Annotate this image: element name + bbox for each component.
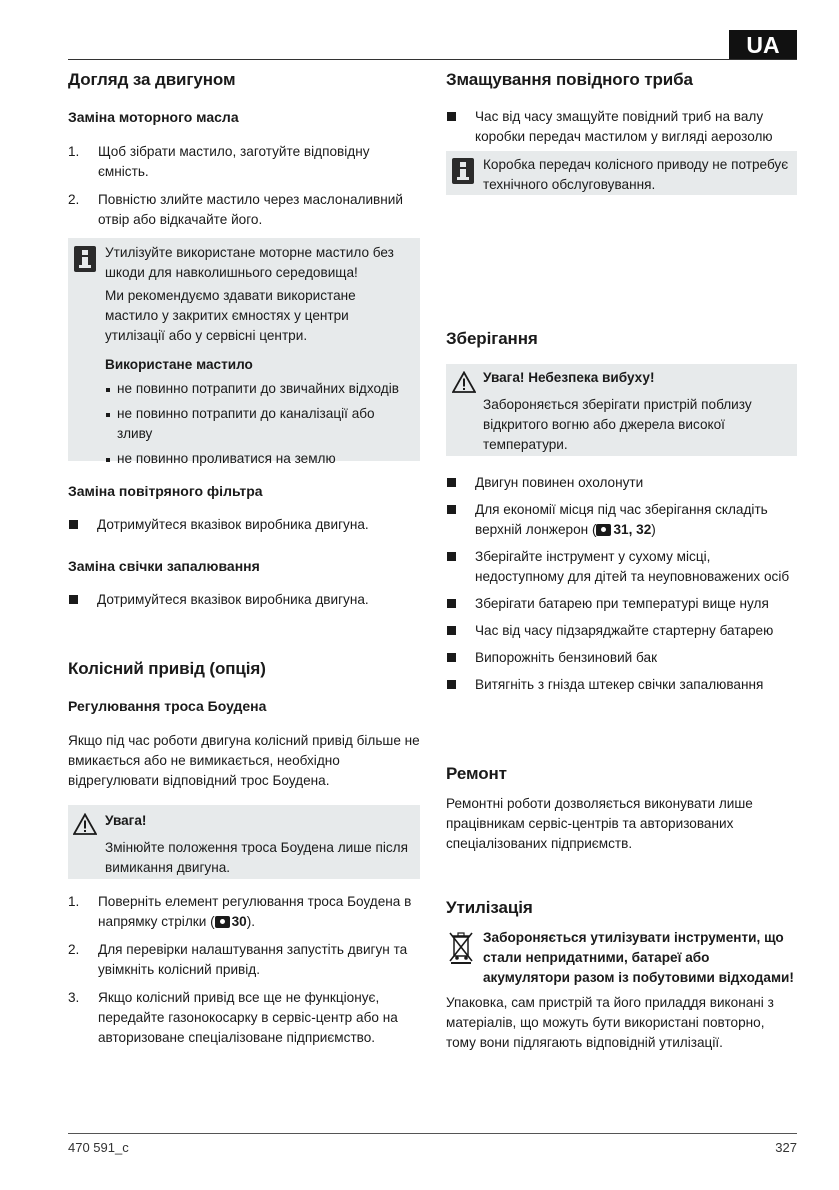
engine-care-heading: Догляд за двигуном bbox=[68, 70, 236, 89]
lubrication-info-box bbox=[446, 151, 797, 195]
list-item: Для економії місця під час зберігання складіть верхній лонжерон ( 31, 32) bbox=[446, 500, 797, 540]
list-item: Зберігайте інструмент у сухому місці, недоступному для дітей та неуповноважених осіб bbox=[446, 547, 797, 587]
oil-info-box bbox=[68, 238, 420, 466]
warning-icon bbox=[452, 371, 476, 393]
info-text: Утилізуйте використане моторне мастило без шкоди для навколишнього середовища! bbox=[105, 245, 394, 280]
language-tab: UA bbox=[729, 30, 797, 60]
spark-plug-list bbox=[68, 590, 420, 610]
list-item: 1. Поверніть елемент регулювання троса Боудена в напрямку стрілки ( 30). bbox=[68, 894, 412, 929]
storage-list bbox=[446, 473, 797, 695]
bullet-square-icon bbox=[447, 626, 456, 635]
list-item: Зберігати батарею при температурі вище нуля bbox=[446, 594, 797, 614]
footer-rule bbox=[68, 1133, 797, 1134]
list-item: Випорожніть бензиновий бак bbox=[446, 648, 797, 668]
repair-heading: Ремонт bbox=[446, 764, 507, 783]
bullet-square-icon bbox=[69, 520, 78, 529]
crossed-bin-icon bbox=[448, 930, 474, 964]
bullet-square-icon bbox=[69, 595, 78, 604]
bowden-warning-box bbox=[68, 805, 420, 879]
figure-ref-icon bbox=[215, 916, 230, 928]
bullet-square-icon bbox=[447, 653, 456, 662]
list-item: Дотримуйтеся вказівок виробника двигуна. bbox=[68, 590, 420, 610]
header-rule bbox=[68, 59, 797, 60]
warning-icon bbox=[73, 813, 97, 835]
used-oil-list bbox=[105, 379, 412, 469]
oil-change-heading: Заміна моторного масла bbox=[68, 109, 239, 125]
list-item: не повинно потрапити до звичайних відходів bbox=[105, 379, 412, 399]
air-filter-heading: Заміна повітряного фільтра bbox=[68, 483, 263, 499]
disposal-text: Упаковка, сам пристрій та його приладдя виконані з матеріалів, що можуть бути використані повторно, тому вони підлягають відповідній утилізації. bbox=[446, 995, 774, 1050]
warning-title: Увага! bbox=[105, 813, 147, 828]
disposal-notice bbox=[446, 928, 797, 988]
list-item: Час від часу підзаряджайте стартерну батарею bbox=[446, 621, 797, 641]
storage-heading: Зберігання bbox=[446, 329, 538, 348]
list-item: не повинно потрапити до каналізації або зливу bbox=[105, 404, 412, 444]
bullet-square-icon bbox=[447, 599, 456, 608]
list-item: Час від часу змащуйте повідний триб на валу коробки передач мастилом у вигляді аерозолю bbox=[446, 107, 797, 147]
warning-text: Забороняється зберігати пристрій поблизу відкритого вогню або джерела високої температури. bbox=[483, 397, 752, 452]
info-icon bbox=[74, 246, 96, 272]
air-filter-list bbox=[68, 515, 420, 535]
warning-text: Змінюйте положення троса Боудена лише після вимикання двигуна. bbox=[105, 840, 408, 875]
info-text: Ми рекомендуємо здавати використане мастило у закритих ємностях у центри утилізації або у сервісні центри. bbox=[105, 288, 356, 343]
page-number: 327 bbox=[775, 1140, 797, 1155]
bullet-square-icon bbox=[447, 552, 456, 561]
storage-warning-box bbox=[446, 364, 797, 456]
document-id: 470 591_c bbox=[68, 1140, 129, 1155]
lubrication-list bbox=[446, 107, 797, 147]
bowden-intro: Якщо під час роботи двигуна колісний привід більше не вмикається або не вимикається, необхідно відрегулювати відповідний трос Боудена. bbox=[68, 733, 420, 788]
disposal-warning: Забороняється утилізувати інструменти, що стали непридатними, батареї або акумулятори разом із побутовими відходами! bbox=[483, 930, 794, 985]
warning-title: Увага! Небезпека вибуху! bbox=[483, 370, 655, 385]
list-item: Витягніть з гнізда штекер свічки запалювання bbox=[446, 675, 797, 695]
lubrication-heading: Змащування повідного триба bbox=[446, 70, 693, 89]
repair-text: Ремонтні роботи дозволяється виконувати лише працівникам сервіс-центрів та авторизованих спеціалізованих підприємств. bbox=[446, 796, 753, 851]
list-item: 2. Для перевірки налаштування запустіть двигун та увімкніть колісний привід. bbox=[68, 942, 408, 977]
bowden-steps bbox=[68, 892, 420, 1048]
wheel-drive-heading: Колісний привід (опція) bbox=[68, 659, 266, 678]
bullet-square-icon bbox=[447, 680, 456, 689]
bullet-square-icon bbox=[447, 478, 456, 487]
bowden-heading: Регулювання троса Боудена bbox=[68, 698, 267, 714]
list-item: 1. Щоб зібрати мастило, заготуйте відповідну ємність. bbox=[68, 144, 370, 179]
list-item: 3. Якщо колісний привід все ще не функціонує, передайте газонокосарку в сервіс-центр або на авторизоване спеціалізоване підприємство. bbox=[68, 990, 398, 1045]
list-item: не повинно проливатися на землю bbox=[105, 449, 412, 469]
list-item: Дотримуйтеся вказівок виробника двигуна. bbox=[68, 515, 420, 535]
info-text: Коробка передач колісного приводу не потребує технічного обслуговування. bbox=[483, 157, 789, 192]
list-item: 2. Повністю злийте мастило через маслоналивний отвір або відкачайте його. bbox=[68, 192, 403, 227]
spark-plug-heading: Заміна свічки запалювання bbox=[68, 558, 260, 574]
figure-ref-icon bbox=[596, 524, 611, 536]
left-column bbox=[68, 68, 420, 1048]
disposal-heading: Утилізація bbox=[446, 898, 533, 917]
right-column bbox=[446, 68, 797, 1053]
oil-change-steps bbox=[68, 142, 420, 230]
info-icon bbox=[452, 158, 474, 184]
info-subtitle: Використане мастило bbox=[105, 357, 253, 372]
list-item: Двигун повинен охолонути bbox=[446, 473, 797, 493]
bullet-square-icon bbox=[447, 112, 456, 121]
bullet-square-icon bbox=[447, 505, 456, 514]
